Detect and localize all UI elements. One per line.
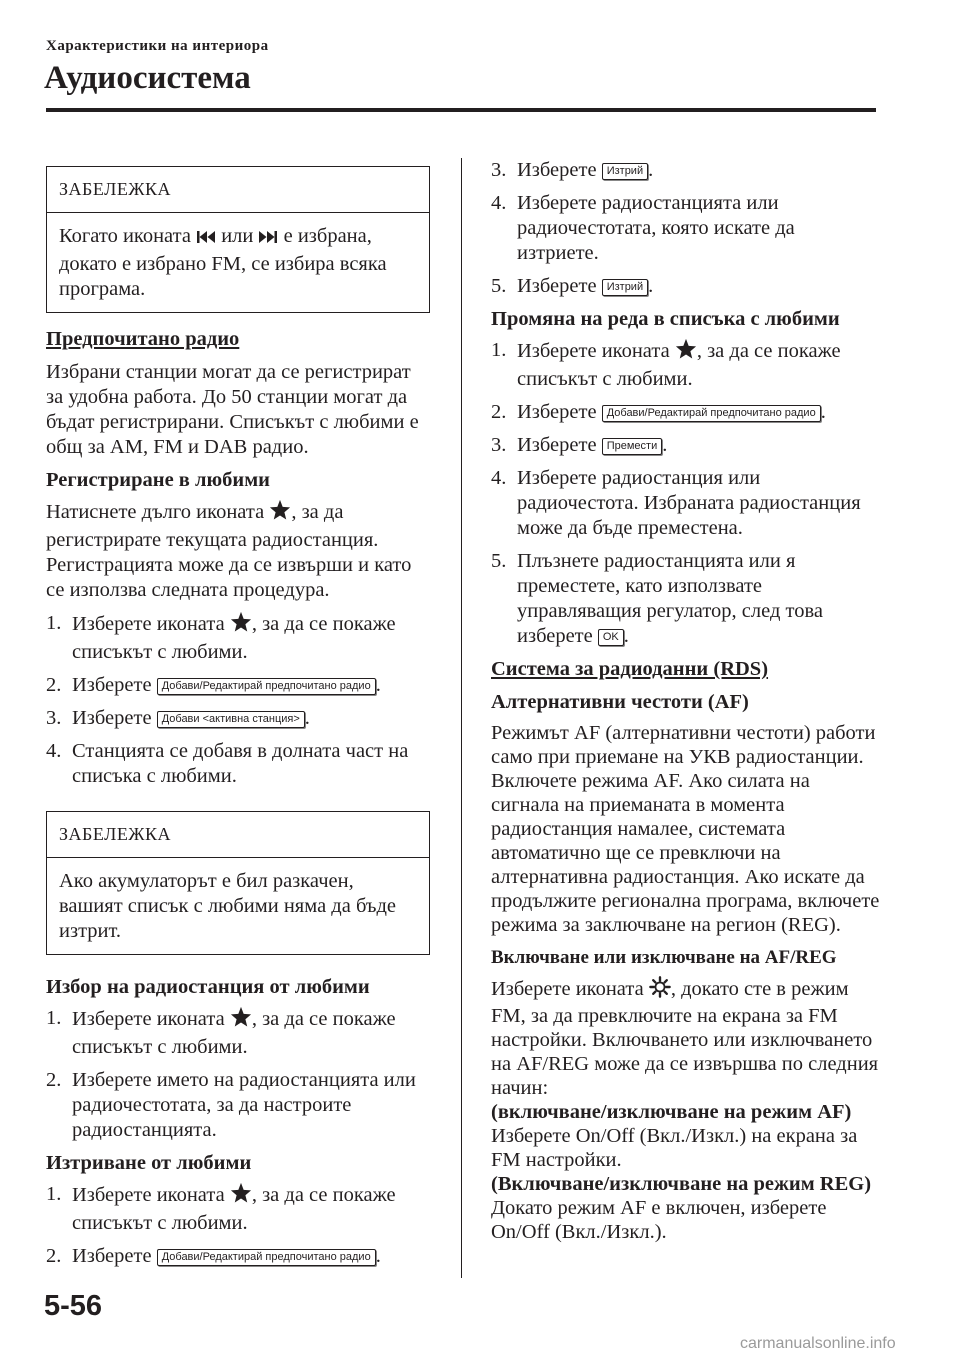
list-item: 3. Изберете Добави <активна станция> . bbox=[46, 707, 310, 729]
delete-button: Изтрий bbox=[602, 279, 648, 296]
subheading-reorder: Промяна на реда в списъка с любими bbox=[491, 308, 840, 330]
list-item: 2. Изберете Добави/Редактирай предпочитано радио . bbox=[46, 1245, 381, 1267]
header-category: Характеристики на интериора bbox=[46, 38, 269, 54]
toggle-body: Изберете иконата , докато сте в режим FM, за да превключите на екрана за FM настройки. Включването или изключването на AF/REG може да се извършва по следния начин: bbox=[491, 978, 879, 1099]
delete-steps-part2 bbox=[491, 158, 881, 299]
list-item: 2. Изберете името на радиостанцията или радиочестотата, за да настроите радиостанцията. bbox=[46, 1069, 416, 1141]
delete-steps-part1 bbox=[46, 1182, 430, 1269]
gear-icon bbox=[649, 976, 671, 1004]
subheading-af-reg-toggle: Включване или изключване на AF/REG bbox=[491, 947, 837, 968]
list-item: 1. Изберете иконата , за да се покаже списъкът с любими. bbox=[491, 339, 841, 390]
star-icon bbox=[230, 611, 252, 640]
list-item: 1. Изберете иконата , за да се покаже списъкът с любими. bbox=[46, 612, 396, 663]
add-edit-favorite-button: Добави/Редактирай предпочитано радио bbox=[157, 1249, 376, 1266]
list-item: 5. Изберете Изтрий . bbox=[491, 275, 654, 297]
note-text: е избрана, докато е избрано FM, се избира всяка програма. bbox=[59, 225, 387, 300]
af-body: Режимът AF (алтернативни честоти) работи само при приемане на УКВ радиостанции. Включете режима AF. Ако силата на сигнала на приеманата в момента радиостанция намалее, системата автоматично ще се превключи на алтернативна радиостанция. Ако искате да продължите регионална програма, включете режима за заключване на регион (REG). bbox=[491, 722, 880, 936]
list-item: 1. Изберете иконата , за да се покаже списъкът с любими. bbox=[46, 1183, 396, 1234]
reg-mode-heading: (Включване/изключване на режим REG) bbox=[491, 1173, 872, 1195]
section-heading-favorites: Предпочитано радио bbox=[46, 328, 240, 350]
list-item: 3. Изберете Премести . bbox=[491, 434, 668, 456]
star-icon bbox=[269, 499, 291, 528]
page-number: 5-56 bbox=[44, 1290, 103, 1322]
list-item: 2. Изберете Добави/Редактирай предпочитано радио . bbox=[46, 674, 381, 696]
subheading-register: Регистриране в любими bbox=[46, 469, 270, 491]
list-item: 4. Изберете радиостанция или радиочестота. Избраната радиостанция може да бъде преместена. bbox=[491, 467, 861, 539]
delete-button: Изтрий bbox=[602, 163, 648, 180]
add-active-station-button: Добави <активна станция> bbox=[157, 711, 305, 728]
reg-mode-body: Докато режим AF е включен, изберете On/Off (Вкл./Изкл.). bbox=[491, 1197, 827, 1243]
prev-track-icon bbox=[196, 227, 216, 252]
section-heading-rds: Система за радиоданни (RDS) bbox=[491, 658, 769, 680]
page-title: Аудиосистема bbox=[44, 60, 251, 96]
register-steps bbox=[46, 611, 430, 789]
watermark: carmanualsonline.info bbox=[740, 1335, 896, 1352]
ok-button: OK bbox=[598, 629, 624, 646]
note-text: или bbox=[216, 225, 259, 247]
left-column bbox=[46, 166, 430, 1277]
reorder-steps bbox=[491, 338, 881, 649]
right-column bbox=[491, 158, 881, 1244]
next-track-icon bbox=[258, 227, 278, 252]
note-text: Когато иконата bbox=[59, 225, 197, 247]
list-item: 4. Станцията се добавя в долната част на списъка с любими. bbox=[46, 740, 409, 787]
header-rule bbox=[46, 108, 876, 112]
af-mode-body: Изберете On/Off (Вкл./Изкл.) на екрана за FM настройки. bbox=[491, 1125, 858, 1171]
star-icon bbox=[230, 1006, 252, 1035]
star-icon bbox=[675, 338, 697, 367]
af-mode-heading: (включване/изключване на режим AF) bbox=[491, 1101, 852, 1123]
list-item: 3. Изберете Изтрий . bbox=[491, 159, 654, 181]
subheading-select: Избор на радиостанция от любими bbox=[46, 976, 370, 998]
list-item: 1. Изберете иконата , за да се покаже списъкът с любими. bbox=[46, 1007, 396, 1058]
select-steps bbox=[46, 1006, 430, 1143]
column-divider bbox=[461, 158, 462, 1278]
subheading-delete: Изтриване от любими bbox=[46, 1152, 252, 1174]
list-item: 4. Изберете радиостанцията или радиочестотата, която искате да изтриете. bbox=[491, 192, 795, 264]
note-body: Ако акумулаторът е бил разкачен, вашият списък с любими няма да бъде изтрит. bbox=[59, 870, 396, 942]
note-box-1 bbox=[46, 166, 430, 313]
subheading-af: Алтернативни честоти (AF) bbox=[491, 691, 749, 713]
list-item: 5. Плъзнете радиостанцията или я преместете, като използвате управляващия регулатор, след това изберете OK . bbox=[491, 550, 823, 647]
add-edit-favorite-button: Добави/Редактирай предпочитано радио bbox=[157, 678, 376, 695]
add-edit-favorite-button: Добави/Редактирай предпочитано радио bbox=[602, 405, 821, 422]
list-item: 2. Изберете Добави/Редактирай предпочитано радио . bbox=[491, 401, 826, 423]
star-icon bbox=[230, 1182, 252, 1211]
note-box-2 bbox=[46, 811, 430, 955]
register-intro: Натиснете дълго иконата , за да регистрирате текущата радиостанция. Регистрацията може да се извърши и като се използва следната процедура. bbox=[46, 501, 412, 601]
note-body bbox=[47, 213, 429, 312]
note-title: ЗАБЕЛЕЖКА bbox=[47, 167, 429, 213]
move-button: Премести bbox=[602, 438, 663, 455]
favorites-intro: Избрани станции могат да се регистрират за удобна работа. До 50 станции могат да бъдат регистрирани. Списъкът с любими е общ за AM, FM и DAB радио. bbox=[46, 361, 419, 458]
note-title: ЗАБЕЛЕЖКА bbox=[47, 812, 429, 858]
